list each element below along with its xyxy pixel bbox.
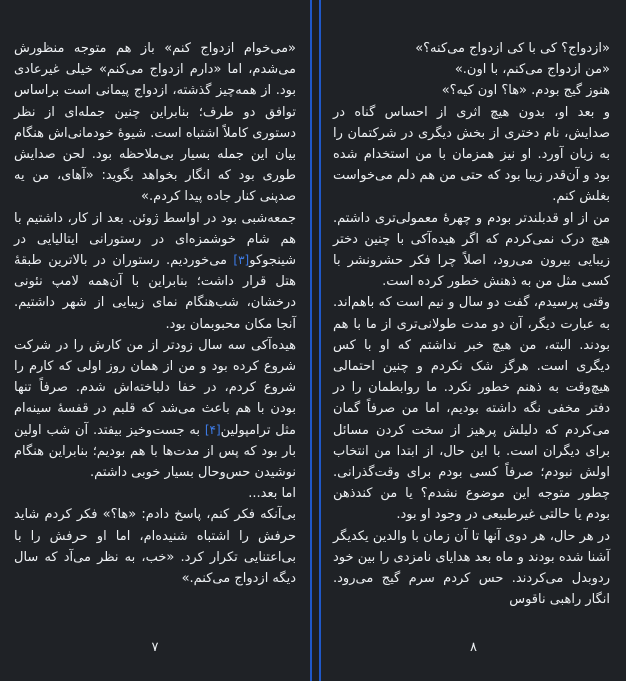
paragraph: «می‌خوام ازدواج کنم» باز هم متوجه منظورش می‌شدم، اما «دارم ازدواج می‌کنم» خیلی غیرعادی بود. از همه‌چیز گذشته، ازدواج پیمانی است براساس توافق دو طرف؛ بنابراین چنین جمله‌ای از نظر دستوری کاملاً اشتباه است. شیوهٔ خودمانی‌اش هنگام بیان این جمله بسیار بی‌ملاحظه بود. لحن صدایش طوری بود که انگار بخواهد بگوید: «آهای، من یه صدپنی کنار جاده پیدا کردم.» xyxy=(14,41,296,205)
paragraph: بی‌آنکه فکر کنم، پاسخ دادم: «ها؟» فکر کردم شاید حرفش را اشتباه شنیده‌ام، اما او حرفش را با بی‌اعتنایی تکرار کرد. «خب، به نظر می‌آد که سال دیگه ازدواج می‌کنم.» xyxy=(14,507,296,587)
footnote-link-4[interactable]: [۴] xyxy=(204,422,221,437)
text-run: به جست‌وخیز بیفتد. آن شب اولین بار بود که پس از مدت‌ها با هم بودیم؛ بنابراین هنگام نوشیدن حس‌وحال بسیار خوبی داشتم. xyxy=(14,422,296,481)
paragraph: من از او قدبلندتر بودم و چهرهٔ معمولی‌تری داشتم. هیچ درک نمی‌کردم که اگر هیده‌آکی با چنین دختر زیبایی بیرون می‌رود، اصلاً چرا فکر حشرونشر با کسی مثل من به ذهنش خطور کرده است. xyxy=(333,210,610,290)
paragraph: اما بعد... xyxy=(248,486,296,502)
text-run: هیده‌آکی سه سال زودتر از من کارش را در شرکت شروع کرده بود و من از همان روز اولی که کارم را شروع کردم، در خفا دلباخته‌اش شدم. صرفاً تنها بودن با هم باعث می‌شد که قلبم در قفسهٔ سینه‌ام مثل ترامپولین xyxy=(14,337,296,438)
paragraph: وقتی پرسیدم، گفت دو سال و نیم است که باهم‌اند. به عبارت دیگر، آن دو مدت طولانی‌تری از ما با هم بودند. البته، من هیچ خبر نداشتم که او با کس دیگری است. هرگز شک نکردم و چنین احتمالی هیچ‌وقت به ذهنم خطور نکرد. ما روابطمان را در دفتر مخفی نگه داشته بودیم، اما من صرفاً گمان می‌کردم که دلیلش پرهیز از سخت کردن مسائل برای دیگران است. با این حال، از ابتدا من انتخاب اولش نبودم؛ صرفاً کسی بودم برای وقت‌گذرانی. چطور متوجه این موضوع نشدم؟ یا من کندذهن بودم یا حالتی غیرطبیعی در وجود او بود. xyxy=(333,295,610,523)
page-number: ۸ xyxy=(470,640,477,655)
paragraph xyxy=(14,208,296,335)
paragraph: و بعد او، بدون هیچ اثری از احساس گناه در صدایش، نام دختری از بخش دیگری در شرکتمان را به زبان آورد. او نیز همزمان با من استخدام شده بود و آن‌قدر زیبا بود که حتی من هم دلم می‌خواست بغلش کنم. xyxy=(333,104,610,205)
left-page xyxy=(0,0,310,681)
left-page-body xyxy=(14,38,296,589)
text-run: جمعه‌شبی بود در اواسط ژوئن. بعد از کار، داشتیم با هم شام خوشمزه‌ای در رستورانی ایتالیایی در شینجوکو xyxy=(14,210,296,269)
footnote-link-3[interactable]: [۳] xyxy=(233,253,250,268)
paragraph: هنوز گیج بودم. «ها؟ اون کیه؟» xyxy=(441,83,610,99)
paragraph: «من ازدواج می‌کنم، با اون.» xyxy=(454,62,610,78)
page-number: ۷ xyxy=(151,640,159,655)
paragraph: در هر حال، هر دوی آنها تا آن زمان با والدین یکدیگر آشنا شده بودند و ماه بعد هدایای نامزدی را بین خود ردوبدل می‌کردند. حس کردم سرم گیج می‌رود. انگار راهبی ناقوس xyxy=(333,528,610,608)
paragraph xyxy=(14,335,296,483)
right-page-body xyxy=(333,38,610,610)
right-page xyxy=(321,0,626,681)
book-spine xyxy=(310,0,321,681)
text-run: می‌خوردیم. رستوران در بالاترین طبقهٔ هتل قرار داشت؛ بنابراین با آن‌همه لامپ نئونی درخشان، شب‌هنگام نمای زیبایی از شهر داشتیم. آنجا مکان محبوبمان بود. xyxy=(14,253,296,332)
paragraph: «ازدواج؟ کی با کی ازدواج می‌کنه؟» xyxy=(415,41,610,56)
